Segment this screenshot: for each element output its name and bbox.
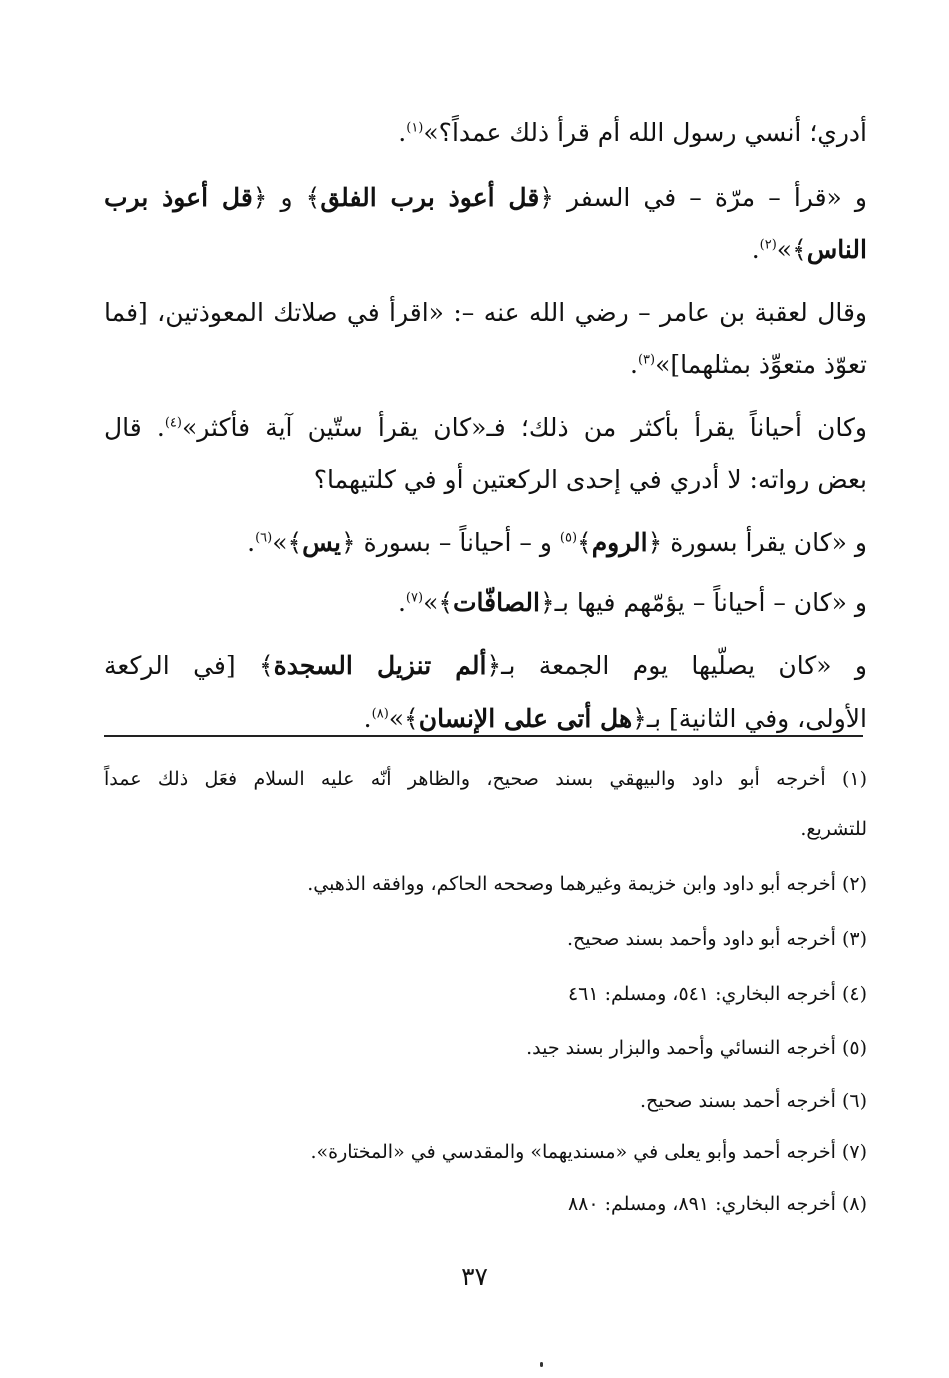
paragraph-6	[104, 585, 867, 621]
paragraph-1-line-1	[104, 115, 867, 151]
quran-quote: الروم	[591, 528, 648, 557]
footnote-text: (٧) أخرجه أحمد وأبو يعلى في «مسنديهما» والمقدسي في «المختارة».	[310, 1141, 867, 1163]
text-span: الأولى، وفي الثانية] بـ﴿	[632, 704, 867, 733]
footnote-7	[104, 1138, 867, 1166]
quran-quote: ألم تنزيل السجدة	[273, 651, 487, 680]
paragraph-4-line-2	[104, 462, 867, 498]
text-span: تعوّذ متعوِّذ بمثلهما]»	[655, 350, 867, 379]
footnote-text: للتشريع.	[800, 818, 867, 840]
text-span: و «كان – أحياناً – يؤمّهم فيها بـ﴿	[539, 588, 867, 617]
footnote-2	[104, 870, 867, 898]
text-span: ﴾»	[272, 528, 303, 557]
paragraph-2-line-1	[104, 180, 867, 216]
text-span: .	[751, 235, 760, 264]
text-span: بعض رواته: لا أدري في إحدى الركعتين أو في كلتيهما؟	[313, 465, 867, 494]
quran-quote: الصافّات	[453, 588, 540, 617]
text-span: ﴾»	[776, 235, 807, 264]
paragraph-7-line-1	[104, 648, 867, 684]
footnote-text: (٢) أخرجه أبو داود وابن خزيمة وغيرهما وصححه الحاكم، ووافقه الذهبي.	[307, 873, 867, 895]
text-span: و «كان يصلّيها يوم الجمعة بـ﴿	[486, 651, 867, 680]
footnote-text: (٨) أخرجه البخاري: ٨٩١، ومسلم: ٨٨٠	[567, 1193, 867, 1215]
text-span: . قال	[104, 413, 165, 442]
text-span: ﴾»	[388, 704, 419, 733]
text-span: ﴾ [في الركعة	[104, 651, 274, 680]
footnote-3	[104, 925, 867, 953]
text-span: ﴾»	[423, 588, 454, 617]
text-span: .	[247, 528, 256, 557]
footnote-4	[104, 980, 867, 1008]
text-span: .	[397, 588, 406, 617]
footnote-ref: (٣)	[637, 352, 656, 368]
quran-quote: الناس	[806, 235, 867, 264]
page-number: ٣٧	[461, 1262, 488, 1291]
text-span: .	[363, 704, 372, 733]
quran-quote: يس	[302, 528, 342, 557]
paragraph-3-line-2	[104, 347, 867, 383]
text-span: ﴾ و ﴿	[252, 183, 321, 212]
footnote-text: (٣) أخرجه أبو داود وأحمد بسند صحيح.	[566, 928, 867, 950]
footnote-divider	[104, 735, 863, 737]
text-span: .	[398, 118, 407, 147]
footnote-ref: (٦)	[255, 530, 273, 546]
footnote-ref: (٥)	[559, 530, 578, 546]
footnote-text: (٥) أخرجه النسائي وأحمد والبزار بسند جيد.	[526, 1037, 867, 1059]
footnote-6	[104, 1087, 867, 1115]
footnote-5	[104, 1034, 867, 1062]
paragraph-4-line-1	[104, 410, 867, 446]
paragraph-3-line-1	[104, 295, 867, 331]
text-span: .	[630, 350, 638, 379]
footnote-ref: (٤)	[164, 415, 182, 431]
text-span: ﴾	[577, 528, 592, 557]
footnote-ref: (٧)	[405, 590, 424, 606]
text-span: وقال لعقبة بن عامر – رضي الله عنه –: «اقرأ في صلاتك المعوذتين، [فما	[104, 298, 867, 327]
footnote-ref: (١)	[406, 120, 424, 136]
quran-quote: قل أعوذ برب الفلق	[320, 183, 540, 212]
text-span: أدري؛ أنسي رسول الله أم قرأ ذلك عمداً؟»	[423, 118, 867, 147]
scan-speck	[540, 1362, 543, 1367]
footnote-text: (١) أخرجه أبو داود والبيهقي بسند صحيح، والظاهر أنّه عليه السلام فعَل ذلك عمداً	[104, 768, 867, 790]
footnote-ref: (٨)	[371, 706, 389, 722]
footnote-8	[104, 1190, 867, 1218]
text-span: و «قرأ – مرّة – في السفر ﴿	[539, 183, 867, 212]
text-span: وكان أحياناً يقرأ بأكثر من ذلك؛ فـ«كان يقرأ ستّين آية فأكثر»	[181, 413, 867, 442]
text-span: و «كان يقرأ بسورة ﴿	[647, 528, 867, 557]
paragraph-7-line-2	[104, 701, 867, 737]
footnote-text: (٤) أخرجه البخاري: ٥٤١، ومسلم: ٤٦١	[567, 983, 867, 1005]
footnote-1-line-1	[104, 765, 867, 793]
text-span: و – أحياناً – بسورة ﴿	[341, 528, 552, 557]
footnote-1-line-2	[104, 815, 867, 843]
quran-quote: قل أعوذ برب	[104, 183, 253, 212]
paragraph-5	[104, 525, 867, 561]
footnote-text: (٦) أخرجه أحمد بسند صحيح.	[639, 1090, 867, 1112]
paragraph-2-line-2	[104, 232, 867, 268]
quran-quote: هل أتى على الإنسان	[418, 704, 633, 733]
footnote-ref: (٢)	[759, 237, 777, 253]
